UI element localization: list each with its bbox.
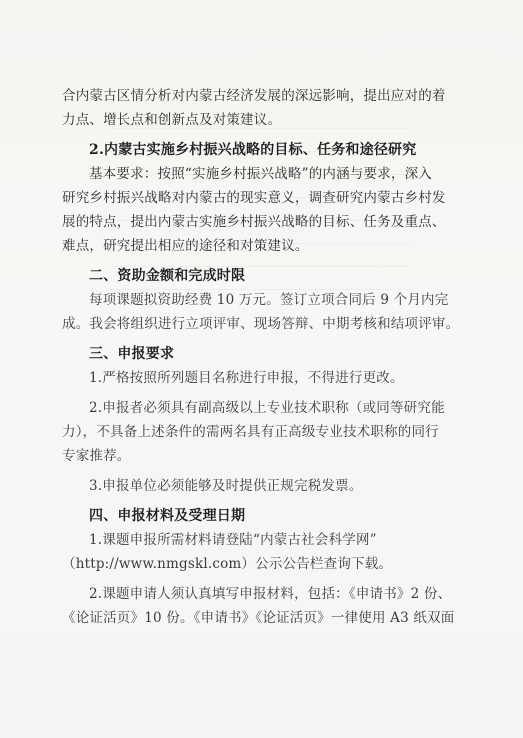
topic-2: [62, 138, 463, 258]
section-3-item-2-line: 力），不具备上述条件的需两名具有正高级专业技术职称的同行: [62, 424, 439, 440]
section-4-heading: 四、申报材料及受理日期: [89, 508, 246, 524]
section-3-item-2-line: 2.申报者必须具有副高级以上专业技术职称（或同等研究能: [89, 400, 445, 416]
section-3-item-2-line: 专家推荐。: [62, 448, 131, 464]
section-3-item-1: 1.严格按照所列题目名称进行申报，不得进行更改。: [89, 370, 404, 386]
section-4-item-1-line: （http://www.nmgskl.com）公示公告栏查询下载。: [62, 556, 393, 572]
intro-paragraph: [62, 84, 463, 132]
topic-2-heading: 2.内蒙古实施乡村振兴战略的目标、任务和途径研究: [89, 142, 417, 158]
section-2-line: 成。我会将组织进行立项评审、现场答辩、中期考核和结项评审。: [62, 316, 460, 332]
section-3: [62, 342, 463, 498]
intro-line: 合内蒙古区情分析对内蒙古经济发展的深远影响，提出应对的着: [62, 88, 446, 104]
topic-2-line: 基本要求：按照“实施乡村振兴战略”的内涵与要求，深入: [89, 166, 433, 182]
section-3-item-3: 3.申报单位必须能够及时提供正规完税发票。: [89, 478, 363, 494]
topic-2-line: 研究乡村振兴战略对内蒙古的现实意义，调查研究内蒙古乡村发: [62, 190, 446, 206]
section-2: [62, 264, 463, 336]
intro-line: 力点、增长点和创新点及对策建议。: [62, 112, 282, 128]
section-2-heading: 二、资助金额和完成时限: [89, 268, 246, 284]
section-4: [62, 504, 463, 630]
section-4-item-1-line: 1.课题申报所需材料请登陆“内蒙古社会科学网”: [89, 532, 377, 548]
section-4-item-2-line: 《论证活页》10 份。《申请书》《论证活页》一律使用 A3 纸双面: [62, 610, 455, 626]
section-3-heading: 三、申报要求: [89, 346, 175, 362]
section-4-item-2-line: 2.课题申请人须认真填写申报材料，包括：《申请书》2 份、: [89, 586, 452, 602]
topic-2-line: 展的特点，提出内蒙古实施乡村振兴战略的目标、任务及重点、: [62, 214, 446, 230]
section-2-line: 每项课题拟资助经费 10 万元。签订立项合同后 9 个月内完: [89, 292, 449, 308]
topic-2-line: 难点，研究提出相应的途径和对策建议。: [62, 238, 309, 254]
